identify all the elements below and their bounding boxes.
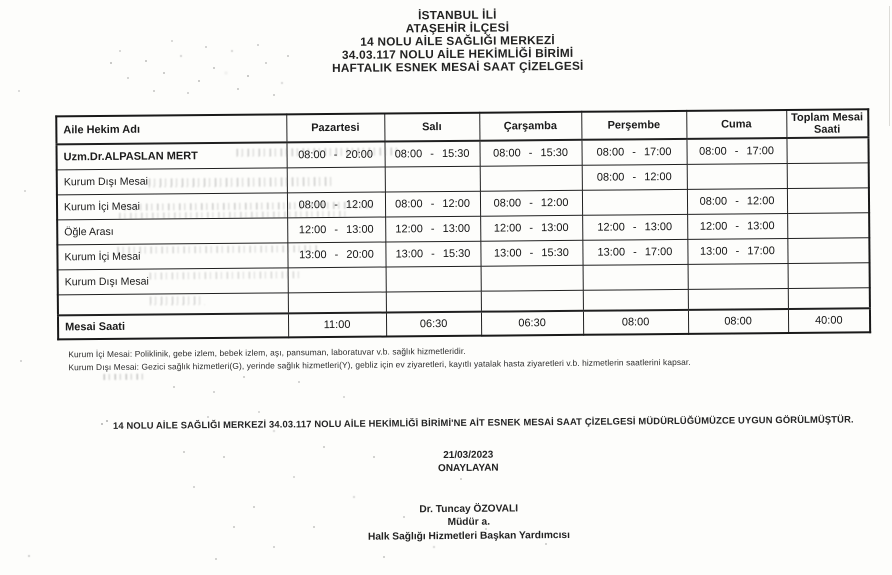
signer-name: Dr. Tuncay ÖZOVALI [419, 503, 519, 516]
schedule-cell [481, 265, 583, 291]
schedule-cell [481, 290, 583, 312]
row-label: Kurum Dışı Mesai [58, 267, 288, 294]
approval-date: 21/03/2023 [443, 449, 494, 462]
schedule-cell [788, 262, 870, 288]
column-header-toplam-mesai-saati: Toplam Mesai Saati [786, 109, 868, 138]
schedule-cell: 13:00 - 17:00 [687, 238, 787, 264]
schedule-cell [385, 166, 480, 192]
schedule-cell [787, 187, 869, 213]
signature-block [23, 499, 892, 547]
schedule-cell [480, 165, 582, 191]
schedule-cell: 08:00 [583, 310, 688, 335]
schedule-cell: 13:00 - 17:00 [582, 239, 687, 265]
schedule-cell: 06:30 [386, 312, 481, 337]
schedule-cell: 13:00 - 20:00 [287, 242, 385, 268]
schedule-cell: 11:00 [288, 313, 386, 338]
schedule-cell: 12:00 - 13:00 [287, 217, 385, 243]
schedule-table [55, 108, 871, 340]
signer-department: Halk Sağlığı Hizmetleri Başkan Yardımcısı [367, 529, 570, 543]
footnotes-block [68, 341, 868, 373]
schedule-cell: 08:00 - 12:00 [287, 192, 385, 218]
approval-label: ONAYLAYAN [437, 462, 499, 475]
row-label: Kurum İçi Mesai [57, 242, 287, 269]
schedule-table-body [56, 137, 870, 339]
column-header-sal-: Salı [384, 113, 479, 142]
schedule-cell: 08:00 [688, 309, 788, 334]
column-header-hekim-adi: Aile Hekim Adı [56, 114, 286, 144]
schedule-cell [688, 263, 788, 289]
schedule-cell: 12:00 - 13:00 [385, 216, 480, 242]
row-label: Öğle Arası [57, 217, 287, 244]
schedule-cell: 08:00 - 12:00 [687, 188, 787, 214]
schedule-cell [787, 237, 869, 263]
schedule-cell [788, 287, 870, 309]
schedule-cell [287, 167, 385, 193]
column-header-cuma: Cuma [686, 110, 786, 139]
schedule-cell [583, 289, 688, 311]
schedule-cell [687, 163, 787, 189]
row-label: Uzm.Dr.ALPASLAN MERT [56, 142, 286, 169]
schedule-cell [288, 292, 386, 314]
column-header--ar-amba: Çarşamba [479, 112, 581, 141]
column-header-per-embe: Perşembe [581, 111, 686, 140]
scan-smudge [103, 374, 145, 380]
schedule-cell [386, 266, 481, 292]
signer-title: Müdür a. [447, 517, 491, 529]
schedule-cell: 08:00 - 12:00 [582, 164, 687, 190]
schedule-cell [787, 162, 869, 188]
schedule-cell: 08:00 - 12:00 [480, 190, 582, 216]
schedule-cell [582, 189, 687, 215]
schedule-cell: 08:00 - 17:00 [581, 139, 686, 165]
schedule-cell [583, 264, 688, 290]
schedule-cell: 12:00 - 13:00 [582, 214, 687, 240]
approval-statement: 14 NOLU AİLE SAĞLIĞI MERKEZİ 34.03.117 NOLU AİLE HEKİMLİĞİ BİRİMİ'NE AİT ESNEK MESAİ SAAT ÇİZELGESİ MÜDÜRLÜĞÜMÜZCE UYGUN GÖRÜLMÜŞTÜR. [112, 413, 854, 431]
footnote-kurum-disi: Kurum Dışı Mesai: Gezici sağlık hizmetleri(G), yerinde sağlık hizmetleri(Y), gebliz için ev ziyaretleri, kayıtlı yatalak hasta ziyaretleri v.b. hizmetlerin saatlerini kapsar. [68, 356, 691, 372]
schedule-cell: 08:00 - 15:30 [384, 141, 479, 167]
schedule-cell [288, 267, 386, 293]
title-health-center: 14 NOLU AİLE SAĞLIĞI MERKEZİ [360, 32, 555, 49]
schedule-cell: 12:00 - 13:00 [480, 215, 582, 241]
column-header-pazartesi: Pazartesi [286, 114, 384, 143]
row-label [58, 292, 288, 315]
schedule-cell [386, 291, 481, 313]
footnote-kurum-ici: Kurum İçi Mesai: Poliklinik, gebe izlem, bebek izlem, aşı, pansuman, laboratuvar v.b. sağlık hizmetleridir. [68, 345, 466, 360]
row-label: Mesai Saati [58, 313, 288, 339]
title-unit: 34.03.117 NOLU AİLE HEKİMLİĞİ BİRİMİ [341, 45, 574, 62]
document-title-block [11, 5, 892, 77]
schedule-cell: 06:30 [481, 311, 583, 336]
row-label: Kurum Dışı Mesai [57, 167, 287, 194]
title-province: İSTANBUL İLİ [418, 7, 497, 23]
schedule-cell: 08:00 - 20:00 [286, 142, 384, 168]
title-district: ATAŞEHİR İLÇESİ [405, 20, 510, 36]
schedule-cell: 08:00 - 15:30 [479, 140, 581, 166]
schedule-cell: 12:00 - 13:00 [687, 213, 787, 239]
schedule-cell [688, 288, 788, 310]
schedule-cell: 08:00 - 17:00 [686, 138, 786, 164]
title-schedule: HAFTALIK ESNEK MESAİ SAAT ÇİZELGESİ [332, 58, 584, 75]
schedule-cell: 13:00 - 15:30 [480, 240, 582, 266]
schedule-cell: 08:00 - 12:00 [385, 191, 480, 217]
schedule-cell [786, 137, 868, 163]
approval-block [22, 445, 892, 479]
schedule-cell [787, 212, 869, 238]
schedule-cell: 13:00 - 15:30 [385, 241, 480, 267]
row-label: Kurum İçi Mesai [57, 192, 287, 219]
schedule-cell: 40:00 [788, 308, 870, 333]
